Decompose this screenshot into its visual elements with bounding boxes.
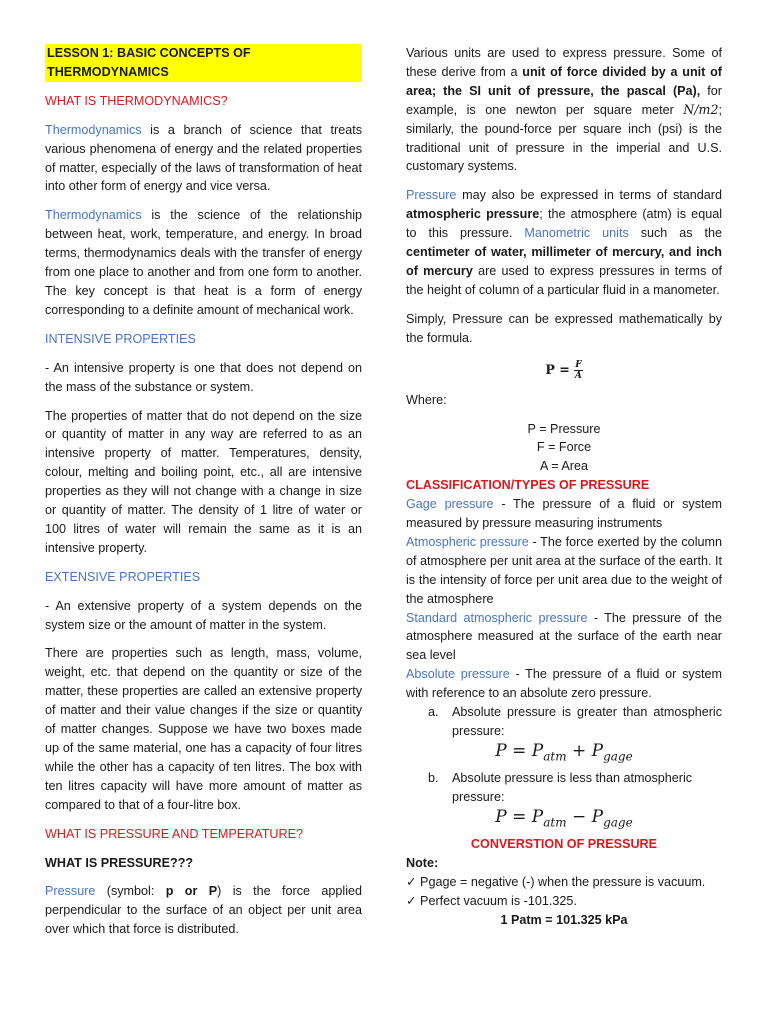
term-manometric-units: Manometric units	[524, 226, 629, 241]
definition-absolute-pressure: Absolute pressure - The pressure of a fluid or system with reference to an absolute zero pressure.	[406, 667, 722, 701]
list-item-b: b. Absolute pressure is less than atmospheric pressure:	[428, 771, 693, 805]
heading-intensive-properties: INTENSIVE PROPERTIES	[45, 331, 196, 346]
paragraph-thermo-definition-1: Thermodynamics is a branch of science that treats various phenomena of energy and the related properties of matter, especially of the laws of transformation of heat into other form of energy and vice versa.	[45, 122, 362, 194]
paragraph-extensive-details: There are properties such as length, mass, volume, weight, etc. that depend on the quantity or size of the matter, these properties are called an extensive property of matter and their value changes if the size or quantity of matter changes. Suppose we have two boxes made up of the same material, one has a capacity of four litres while the other has a capacity of ten litres. The box with ten litres capacity will have more amount of matter as compared to that of a four-litre box.	[45, 646, 362, 812]
heading-what-is-pressure: WHAT IS PRESSURE???	[45, 855, 194, 870]
note-perfect-vacuum: ✓ Perfect vacuum is -101.325.	[406, 894, 577, 909]
definition-pressure: P = Pressure	[527, 421, 601, 436]
paragraph-thermo-definition-2: Thermodynamics is the science of the relationship between heat, work, temperature, and energy. In broad terms, thermodynamics deals with the transfer of energy from one place to another and from one form to another. The key concept is that heat is a form of energy corresponding to a definite amount of mechanical work.	[45, 208, 362, 317]
heading-what-is-thermodynamics: WHAT IS THERMODYNAMICS?	[45, 93, 228, 108]
equation-absolute-greater: $P = P_{atm} + P_{gage}$	[495, 740, 633, 764]
paragraph-pressure-definition: Pressure (symbol: p or P) is the force applied perpendicular to the surface of an object per unit area over which that force is distributed.	[45, 884, 362, 937]
unit-newton-per-square-meter: N/m2	[683, 101, 719, 117]
paragraph-pressure-units: Various units are used to express pressure. Some of these derive from a unit of force divided by a unit of area; the SI unit of pressure, the pascal (Pa), for example, is one newton per square meter N/m2; similarly, the pound-force per square inch (psi) is the traditional unit of pressure in the imperial and U.S. customary systems.	[406, 46, 722, 174]
term-pressure: Pressure	[406, 188, 457, 203]
paragraph-extensive-definition: - An extensive property of a system depends on the system size or the amount of matter in the system.	[45, 598, 362, 632]
heading-conversion-of-pressure: CONVERSTION OF PRESSURE	[470, 837, 658, 852]
note-label: Note:	[406, 856, 439, 871]
pressure-symbol: p or P	[165, 884, 218, 899]
definition-atmospheric-pressure: Atmospheric pressure - The force exerted by the column of atmosphere per unit area at the surface of the earth. It is the intensity of force per unit area due to the weight of the atmosphere	[406, 534, 722, 606]
heading-classification-types: CLASSIFICATION/TYPES OF PRESSURE	[406, 478, 650, 493]
note-pgage-vacuum: ✓ Pgage = negative (-) when the pressure is vacuum.	[406, 875, 706, 890]
formula-fraction: $\frac{F}{A}$	[574, 359, 582, 381]
heading-pressure-and-temperature: WHAT IS PRESSURE AND TEMPERATURE?	[45, 826, 303, 841]
right-column	[406, 44, 722, 930]
paragraph-atmospheric-units: Pressure may also be expressed in terms of standard atmospheric pressure; the atmosphere (atm) is equal to this pressure. Manometric units such as the centimeter of water, millimeter of mercury, and inch of mercury are used to express pressures in terms of the height of column of a particular fluid in a manometer.	[406, 188, 723, 297]
classification-section	[406, 476, 722, 930]
left-column	[45, 44, 362, 949]
term-thermodynamics: Thermodynamics	[45, 122, 142, 137]
pressure-formula: P = $\frac{F}{A}$	[545, 359, 582, 381]
definition-area: A = Area	[540, 459, 588, 474]
definition-standard-atmospheric-pressure: Standard atmospheric pressure - The pressure of the atmosphere measured at the surface of the earth near sea level	[406, 610, 722, 663]
standard-atm-conversion: 1 Patm = 101.325 kPa	[500, 912, 628, 927]
term-thermodynamics: Thermodynamics	[45, 208, 142, 223]
variable-definitions	[406, 420, 722, 477]
term-pressure: Pressure	[45, 884, 96, 899]
definition-force: F = Force	[536, 440, 592, 455]
heading-extensive-properties: EXTENSIVE PROPERTIES	[45, 569, 201, 584]
where-label: Where:	[406, 392, 447, 407]
paragraph-formula-intro: Simply, Pressure can be expressed mathematically by the formula.	[406, 311, 722, 345]
paragraph-intensive-details: The properties of matter that do not depend on the size or quantity of matter in any way are referred to as an intensive property of matter. Temperatures, density, colour, melting and boiling point, etc., all are intensive properties as they will not change with a change in size or quantity of matter. The density of 1 litre of water or 100 litres of water will remain the same as it is an intensive property.	[45, 408, 362, 555]
definition-gage-pressure: Gage pressure - The pressure of a fluid or system measured by pressure measuring instruments	[406, 497, 722, 531]
list-item-a: a. Absolute pressure is greater than atmospheric pressure:	[428, 705, 722, 738]
lesson-title: LESSON 1: BASIC CONCEPTS OF THERMODYNAMICS	[45, 44, 362, 82]
paragraph-intensive-definition: - An intensive property is one that does not depend on the mass of the substance or system.	[45, 360, 362, 394]
equation-absolute-less: $P = P_{atm} - P_{gage}$	[495, 807, 633, 830]
